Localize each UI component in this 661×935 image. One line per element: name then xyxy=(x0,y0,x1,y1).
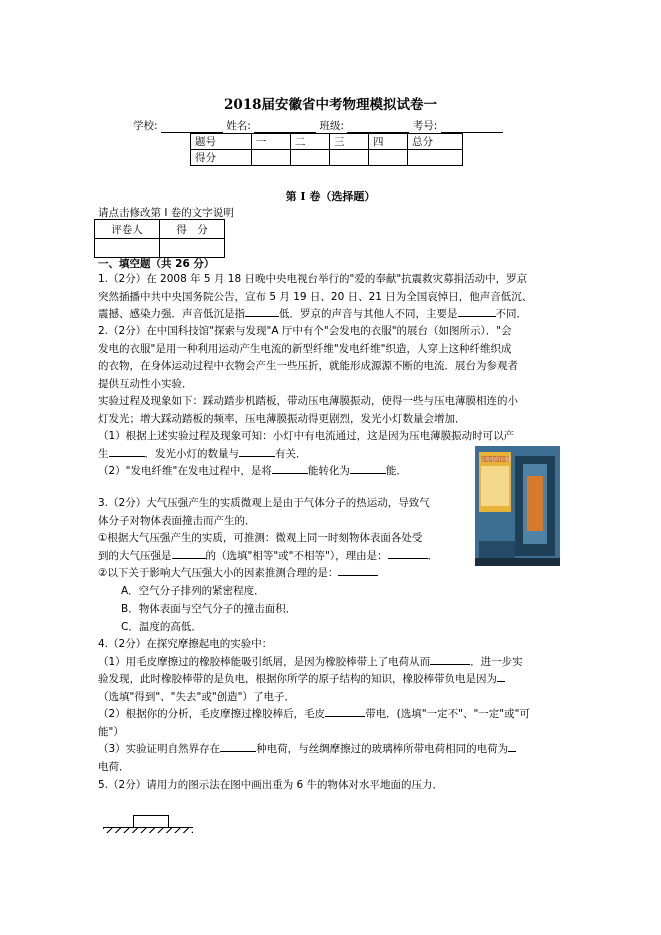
edit-note[interactable]: 请点击修改第 I 卷的文字说明 xyxy=(98,207,234,219)
part-one-heading: 一、填空题（共 26 分） xyxy=(98,258,215,270)
number-label: 考号: xyxy=(412,120,438,132)
q2-line: 生 ．发光小灯的数量与 有关． xyxy=(98,447,307,460)
svg-text:会发电的衣服: 会发电的衣服 xyxy=(479,457,511,463)
table-cell: 二 xyxy=(291,134,330,150)
q1-line: 1.（2分）在 2008 年 5 月 18 日晚中央电视台举行的"爱的奉献"抗震救灾募捐活动中，罗京 xyxy=(98,273,528,285)
q3-line: 体分子对物体表面撞击而产生的． xyxy=(98,514,256,527)
q2-line: 提供互动性小实验． xyxy=(98,377,193,390)
exhibit-illustration xyxy=(475,446,560,566)
table-cell[interactable] xyxy=(369,150,408,166)
q4-line: （1）用毛皮摩擦过的橡胶棒能吸引纸屑，是因为橡胶棒带上了电荷从而 ．进一步实 xyxy=(98,655,523,668)
score-label: 得 分 xyxy=(160,220,225,239)
grader-table xyxy=(94,219,225,258)
answer-blank[interactable] xyxy=(388,548,428,559)
answer-blank[interactable] xyxy=(172,548,206,559)
answer-blank[interactable] xyxy=(220,741,256,752)
q4-line: 能"） xyxy=(98,725,124,738)
school-blank[interactable] xyxy=(161,122,223,133)
name-blank[interactable] xyxy=(254,122,316,133)
table-cell: 三 xyxy=(330,134,369,150)
answer-blank[interactable] xyxy=(109,446,145,457)
class-blank[interactable] xyxy=(347,122,409,133)
q1-line: 突然插播中共中央国务院公告，宣布 5 月 19 日、20 日、21 日为全国哀悼日，他声音低沉、 xyxy=(98,290,533,303)
q5-line: 5.（2分）请用力的图示法在图中画出重为 6 牛的物体对水平地面的压力． xyxy=(98,779,444,791)
q3-line: ①根据大气压强产生的实质，可推测：微观上同一时刻物体表面各处受 xyxy=(98,532,423,544)
name-label: 姓名: xyxy=(226,120,251,132)
score-table xyxy=(190,133,463,166)
table-cell: 总分 xyxy=(408,134,463,150)
q2-line: 灯发光；增大踩动踏板的频率，压电薄膜振动得更剧烈，发光小灯数量会增加． xyxy=(98,412,466,425)
score-table-header-row xyxy=(191,134,463,150)
question-4 xyxy=(98,636,568,776)
option-c: C．温度的高低． xyxy=(121,621,202,633)
answer-blank[interactable] xyxy=(430,654,470,665)
exhibit-photo xyxy=(475,446,560,566)
q3-line: 3.（2分）大气压强产生的实质微观上是由于气体分子的热运动，导致气 xyxy=(98,497,430,509)
table-cell: 题号 xyxy=(191,134,252,150)
answer-blank[interactable] xyxy=(325,706,365,717)
q3-line: ②以下关于影响大气压强大小的因素推测合理的是： xyxy=(98,565,458,583)
answer-blank[interactable] xyxy=(272,463,308,474)
page-title: 2018届安徽省中考物理模拟试卷一 xyxy=(223,97,438,113)
table-cell: 四 xyxy=(369,134,408,150)
score-table-score-row xyxy=(191,150,463,166)
question-3 xyxy=(98,495,458,583)
table-cell[interactable] xyxy=(252,150,291,166)
answer-blank[interactable] xyxy=(338,565,378,576)
table-cell[interactable] xyxy=(408,150,463,166)
answer-blank[interactable] xyxy=(508,741,516,752)
school-label: 学校: xyxy=(133,120,158,132)
q3-line: 到的大气压强是 的（选填"相等"或"不相等"），理由是： ． xyxy=(98,549,439,562)
grader-cell[interactable] xyxy=(95,239,160,258)
answer-blank[interactable] xyxy=(350,463,386,474)
q2-line: （2）"发电纤维"在发电过程中，是将 能转化为 能． xyxy=(98,465,407,477)
table-cell[interactable] xyxy=(291,150,330,166)
table-cell[interactable] xyxy=(330,150,369,166)
option-a: A．空气分子排列的紧密程度． xyxy=(121,585,265,597)
section-title: 第 I 卷（选择题） xyxy=(285,190,376,203)
table-cell: 一 xyxy=(252,134,291,150)
option-b: B．物体表面与空气分子的撞击面积． xyxy=(121,603,297,615)
q4-line: （2）根据你的分析，毛皮摩擦过橡胶棒后，毛皮 带电．(选填"一定不"、"一定"或"可 xyxy=(98,708,530,720)
q2-line: 的衣物，在身体运动过程中衣物会产生一些压折，就能形成源源不断的电流．展台为参观者 xyxy=(98,360,518,372)
student-info-line xyxy=(133,118,503,133)
q4-line: （3）实验证明自然界存在 种电荷，与丝绸摩擦过的玻璃棒所带电荷相同的电荷为 xyxy=(98,741,568,759)
score-cell[interactable] xyxy=(160,239,225,258)
number-blank[interactable] xyxy=(441,122,503,133)
q4-line: （选填"得到"、"失去"或"创造"）了电子． xyxy=(98,690,295,703)
answer-blank[interactable] xyxy=(497,671,505,682)
question-1 xyxy=(98,271,568,324)
answer-blank[interactable] xyxy=(458,306,496,317)
grader-label: 评卷人 xyxy=(95,220,160,239)
q2-line: 实验过程及现象如下：踩动踏步机踏板，带动压电薄膜振动，使得一些与压电薄膜相连的小 xyxy=(98,395,518,407)
answer-blank[interactable] xyxy=(245,306,279,317)
class-label: 班级: xyxy=(319,120,345,132)
answer-blank[interactable] xyxy=(239,446,275,457)
q4-line: 4.（2分）在探究摩擦起电的实验中： xyxy=(98,638,273,650)
q2-line: （1）根据上述实验过程及现象可知：小灯中有电流通过，这是因为压电薄膜振动时可以产 xyxy=(98,430,515,442)
q1-line: 震撼、感染力强．声音低沉是指 低．罗京的声音与其他人不同，主要是 不同． xyxy=(98,308,527,320)
q2-line: 发电的衣服"是用一种利用运动产生电流的新型纤维"发电纤维"织造，人穿上这种纤维织成 xyxy=(98,342,512,355)
q4-line: 验发现，此时橡胶棒带的是负电，根据你所学的原子结构的知识，橡胶棒带负电是因为 xyxy=(98,671,568,689)
q4-line: 电荷． xyxy=(98,760,130,773)
table-cell: 得分 xyxy=(191,150,252,166)
q2-line: 2.（2分）在中国科技馆"探索与发现"A 厅中有个"会发电的衣服"的展台（如图所示）．"会 xyxy=(98,325,512,337)
ground-hatching xyxy=(103,828,193,833)
question-5 xyxy=(98,777,568,795)
